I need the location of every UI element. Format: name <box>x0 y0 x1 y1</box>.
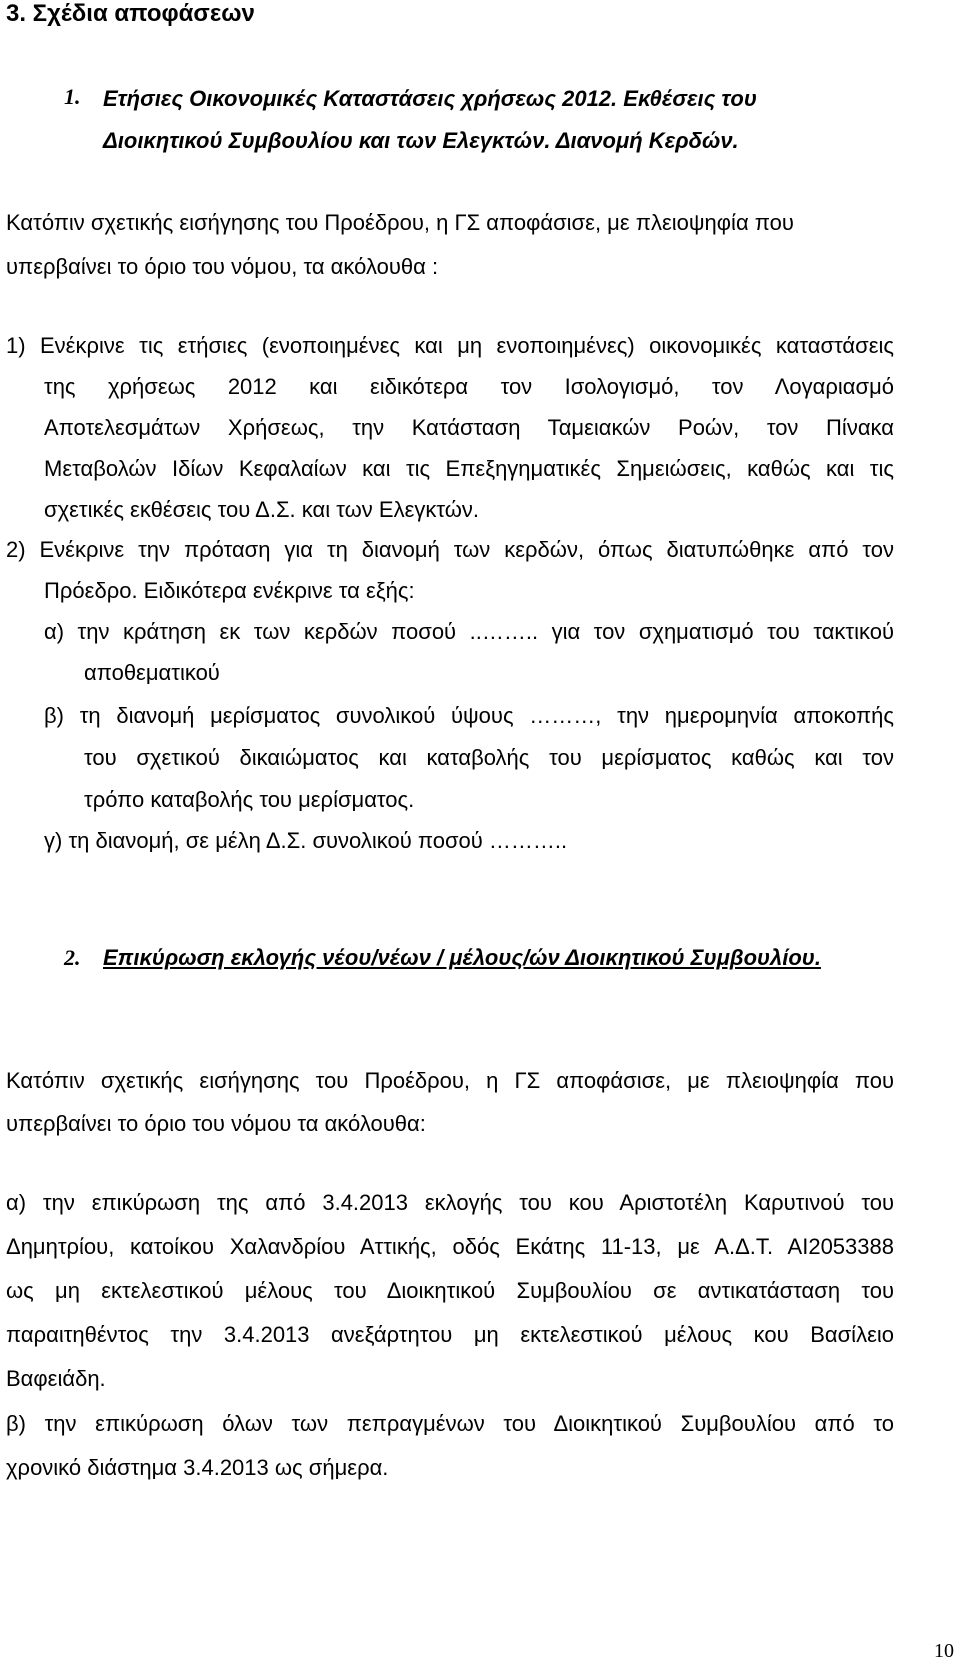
decision-a-line5: Βαφειάδη. <box>6 1366 106 1391</box>
sub-b-line1: β) τη διανομή μερίσματος συνολικού ύψους ………, την ημερομηνία αποκοπής <box>44 703 894 728</box>
point2-line2: Πρόεδρο. Ειδικότερα ενέκρινε τα εξής: <box>44 578 415 603</box>
sub-b-line2: του σχετικού δικαιώματος και καταβολής του μερίσματος καθώς και τον <box>84 745 894 770</box>
point1-line3: Αποτελεσμάτων Χρήσεως, την Κατάσταση Ταμειακών Ροών, τον Πίνακα <box>44 415 894 440</box>
decision-a-line2: Δημητρίου, κατοίκου Χαλανδρίου Αττικής, οδός Εκάτης 11-13, με Α.Δ.Τ. ΑΙ2053388 <box>6 1234 894 1259</box>
point1-line2: της χρήσεως 2012 και ειδικότερα τον Ισολογισμό, τον Λογαριασμό <box>44 374 894 399</box>
item2-title: Επικύρωση εκλογής νέου/νέων / μέλους/ών Διοικητικού Συμβουλίου. <box>103 945 821 970</box>
sub-a-line2: αποθεματικού <box>84 660 220 685</box>
intro2-line1: Κατόπιν σχετικής εισήγησης του Προέδρου, η ΓΣ αποφάσισε, με πλειοψηφία που <box>6 1068 894 1093</box>
decision-b-line2: χρονικό διάστημα 3.4.2013 ως σήμερα. <box>6 1455 389 1480</box>
page-number: 10 <box>934 1640 954 1662</box>
section-heading: 3. Σχέδια αποφάσεων <box>6 0 255 27</box>
sub-b-line3: τρόπο καταβολής του μερίσματος. <box>84 787 415 812</box>
intro2-line2: υπερβαίνει το όριο του νόμου τα ακόλουθα: <box>6 1111 426 1136</box>
sub-c-line1: γ) τη διανομή, σε μέλη Δ.Σ. συνολικού ποσού ……….. <box>44 828 568 853</box>
point1-line5: σχετικές εκθέσεις του Δ.Σ. και των Ελεγκτών. <box>44 497 480 522</box>
decision-b-line1: β) την επικύρωση όλων των πεπραγμένων του Διοικητικού Συμβουλίου από το <box>6 1411 894 1436</box>
sub-a-line1: α) την κράτηση εκ των κερδών ποσού ..…….. για τον σχηματισμό του τακτικού <box>44 619 894 644</box>
point2-line1: 2) Ενέκρινε την πρόταση για τη διανομή των κερδών, όπως διατυπώθηκε από τον <box>6 537 894 562</box>
decision-a-line1: α) την επικύρωση της από 3.4.2013 εκλογής του κου Αριστοτέλη Καρυτινού του <box>6 1190 894 1215</box>
item1-number-text: 1. <box>64 84 81 109</box>
decision-a-line3: ως μη εκτελεστικού μέλους του Διοικητικού Συμβουλίου σε αντικατάσταση του <box>6 1278 894 1303</box>
point1-line1: 1) Ενέκρινε τις ετήσιες (ενοποιημένες και μη ενοποιημένες) οικονομικές καταστάσεις <box>6 333 894 358</box>
intro1-line1: Κατόπιν σχετικής εισήγησης του Προέδρου, η ΓΣ αποφάσισε, με πλειοψηφία που <box>6 210 794 235</box>
point1-line4: Μεταβολών Ιδίων Κεφαλαίων και τις Επεξηγηματικές Σημειώσεις, καθώς και τις <box>44 456 894 481</box>
item2-number <box>64 945 81 971</box>
intro1-line2: υπερβαίνει το όριο του νόμου, τα ακόλουθα : <box>6 254 439 279</box>
item1-title-line2: Διοικητικού Συμβουλίου και των Ελεγκτών. Διανομή Κερδών. <box>103 128 739 153</box>
item1-title-line1: Ετήσιες Οικονομικές Καταστάσεις χρήσεως 2012. Εκθέσεις του <box>103 86 757 111</box>
decision-a-line4: παραιτηθέντος την 3.4.2013 ανεξάρτητου μη εκτελεστικού μέλους κου Βασίλειο <box>6 1322 894 1347</box>
item2-number-text: 2. <box>64 945 81 970</box>
item1-number <box>64 84 81 110</box>
